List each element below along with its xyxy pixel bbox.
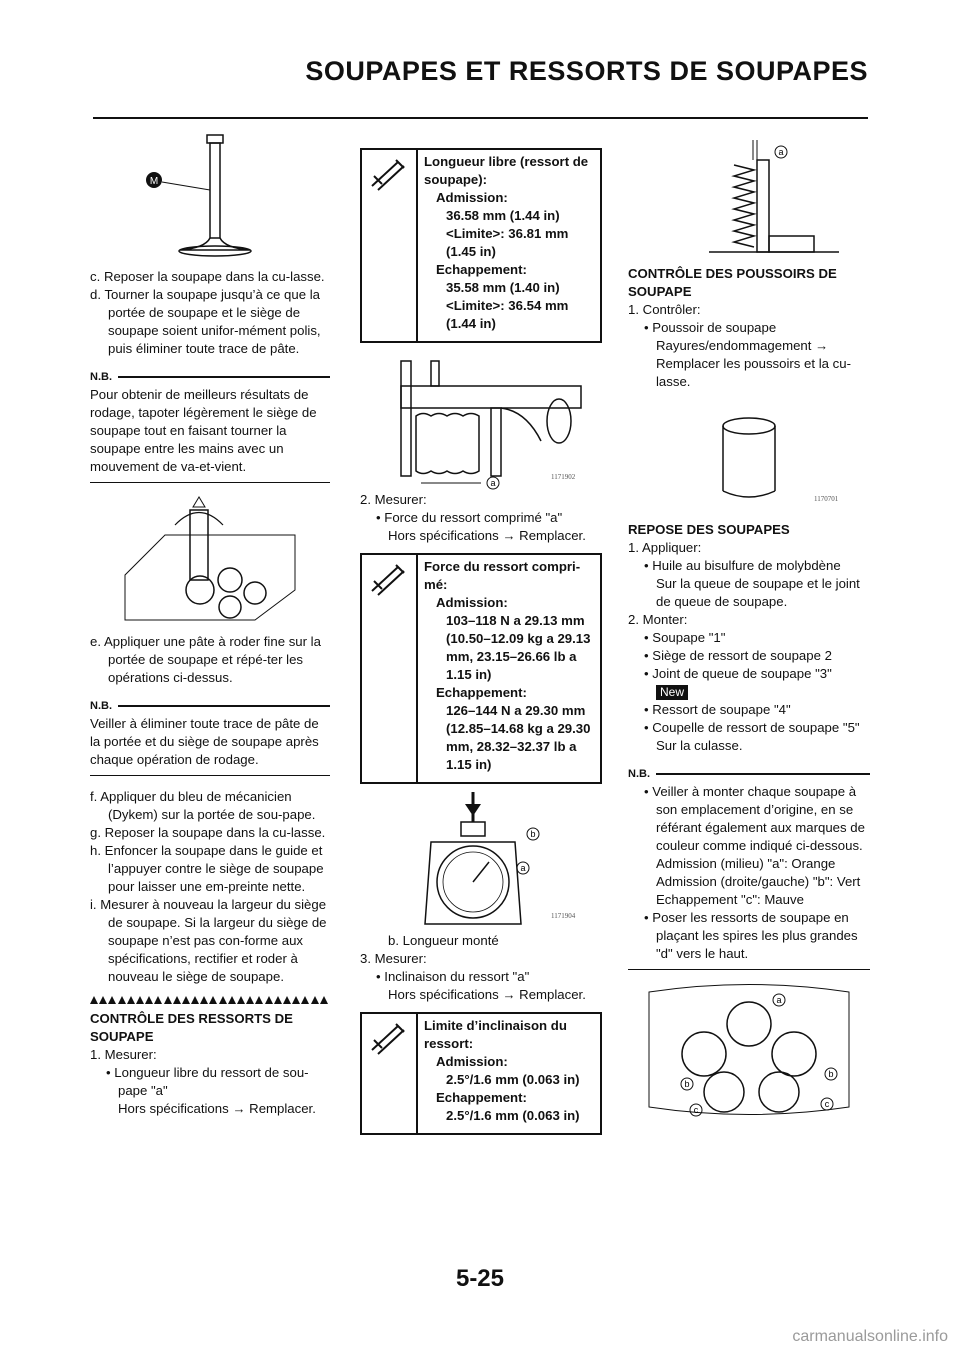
svg-text:1171902: 1171902	[551, 473, 576, 481]
column-3	[628, 130, 870, 1117]
list-item: • Coupelle de ressort de soupape "5"	[644, 720, 860, 735]
triangle-mark	[228, 996, 236, 1004]
spec-line: <Limite>: 36.81 mm (1.45 in)	[446, 226, 569, 259]
svg-text:a: a	[776, 995, 782, 1005]
triangle-mark	[118, 996, 126, 1004]
heading-valve-install: REPOSE DES SOUPAPES	[628, 522, 790, 537]
new-badge: New	[656, 685, 688, 700]
valve-lifter-figure	[639, 391, 859, 521]
measure-action: Hors spécifications → Remplacer.	[118, 1101, 316, 1116]
svg-text:c: c	[693, 1105, 699, 1115]
step-3-bullet: • Inclinaison du ressort "a"	[376, 969, 530, 984]
procedure-step: g. Reposer la soupape dans la cu-lasse.	[90, 825, 326, 840]
valve-seat-lapping-figure	[105, 495, 315, 625]
list-item: • Siège de ressort de soupape 2	[644, 648, 832, 663]
triangle-mark	[173, 996, 181, 1004]
svg-text:M: M	[149, 176, 159, 187]
spec-line: Echappement:	[436, 1090, 527, 1105]
triangle-mark	[154, 996, 162, 1004]
note-2-text: Veiller à éliminer toute trace de pâte de la portée et du siège de soupape après chaque opération de rodage.	[90, 716, 319, 767]
spring-tilt-figure	[649, 130, 849, 265]
spec-line: Admission:	[436, 1054, 508, 1069]
spec-line: Echappement:	[436, 262, 527, 277]
note-1-text: Pour obtenir de meilleurs résultats de rodage, tapoter légèrement le siège de soupape tout en faisant tourner la soupape entre les mains avec un mouvement de va-et-vient.	[90, 387, 317, 474]
triangle-mark	[219, 996, 227, 1004]
triangle-mark	[237, 996, 245, 1004]
spec-line: 103–118 N a 29.13 mm (10.50–12.09 kg a 29.13 mm, 23.15–26.66 lb a 1.15 in)	[446, 613, 591, 682]
spec-line: Admission:	[436, 190, 508, 205]
valve-lapping-figure	[110, 130, 310, 260]
svg-text:a: a	[778, 147, 784, 157]
procedure-step: i. Mesurer à nouveau la largeur du siège de soupape. Si la largeur du siège de soupape n’est pas con-forme aux spécifications, rectifier et roder à nouveau le siège de soupape.	[90, 897, 327, 984]
spec-title: Limite d’inclinaison du ressort:	[424, 1018, 567, 1051]
spec-tilt-limit	[360, 1012, 602, 1135]
spec-line: 36.58 mm (1.44 in)	[446, 208, 560, 223]
triangle-mark	[136, 996, 144, 1004]
step-3: 3. Mesurer:	[360, 951, 427, 966]
triangle-mark	[320, 996, 328, 1004]
svg-text:b: b	[828, 1069, 834, 1079]
step-2: 2. Mesurer:	[360, 492, 427, 507]
page-number: 5-25	[455, 1265, 505, 1292]
svg-text:c: c	[824, 1099, 830, 1109]
svg-text:b: b	[684, 1079, 690, 1089]
procedure-step: d. Tourner la soupape jusqu’à ce que la portée de soupape et le siège de soupape soient unifor-mément polis, puis éliminer toute trace de pâte.	[90, 287, 321, 356]
triangle-mark	[292, 996, 300, 1004]
triangle-mark	[145, 996, 153, 1004]
triangle-mark	[182, 996, 190, 1004]
procedure-step: c. Reposer la soupape dans la cu-lasse.	[90, 269, 325, 284]
svg-text:b: b	[530, 829, 536, 839]
apply-bullet: • Huile au bisulfure de molybdène	[644, 558, 841, 573]
triangle-mark	[164, 996, 172, 1004]
triangle-mark	[108, 996, 116, 1004]
procedure-step: e. Appliquer une pâte à roder fine sur la portée de soupape et répé-ter les opérations ci-dessus.	[90, 634, 321, 685]
spec-free-length	[360, 148, 602, 343]
spec-compressed-force	[360, 553, 602, 784]
svg-text:1170701: 1170701	[814, 495, 839, 503]
section-separator	[90, 996, 330, 1004]
spec-line: 126–144 N a 29.30 mm (12.85–14.68 kg a 29.30 mm, 28.32–32.37 lb a 1.15 in)	[446, 703, 591, 772]
triangle-mark	[127, 996, 135, 1004]
mount-step: 2. Monter:	[628, 612, 688, 627]
triangle-mark	[209, 996, 217, 1004]
note-1: N.B. Pour obtenir de meilleurs résultats de rodage, tapoter légèrement le siège de soupape tout en faisant tourner la soupape entre les mains avec un mouvement de va-et-vient.	[90, 368, 330, 483]
triangle-mark	[283, 996, 291, 1004]
triangle-mark	[311, 996, 319, 1004]
triangle-mark	[301, 996, 309, 1004]
measure-step: 1. Mesurer:	[90, 1047, 157, 1062]
step-2-bullet: • Force du ressort comprimé "a"	[376, 510, 563, 525]
spec-line: 35.58 mm (1.40 in)	[446, 280, 560, 295]
spec-title: Force du ressort compri-mé:	[424, 559, 581, 592]
apply-step: 1. Appliquer:	[628, 540, 702, 555]
svg-text:a: a	[520, 863, 526, 873]
check-bullet: • Poussoir de soupape	[644, 320, 777, 335]
spec-line: <Limite>: 36.54 mm (1.44 in)	[446, 298, 569, 331]
caliper-icon	[368, 561, 408, 601]
column-2	[360, 140, 602, 1143]
triangle-mark	[200, 996, 208, 1004]
spec-line: Admission:	[436, 595, 508, 610]
list-item: • Veiller à monter chaque soupape à son emplacement d’origine, en se référant également aux marques de couleur comme indiqué ci-dessous. Admission (milieu) "a": Orange Admission (droite/gauche) "b": Vert Echappement "c": Mauve	[644, 784, 865, 907]
list-item: • Ressort de soupape "4"	[644, 702, 791, 717]
triangle-mark	[255, 996, 263, 1004]
section-heading: CONTRÔLE DES RESSORTS DE SOUPAPE	[90, 1011, 293, 1044]
spring-scale-figure	[361, 792, 601, 932]
triangle-mark	[191, 996, 199, 1004]
triangle-mark	[90, 996, 98, 1004]
svg-text:a: a	[490, 478, 496, 488]
note-2: N.B. Veiller à éliminer toute trace de pâte de la portée et du siège de soupape après chaque opération de rodage.	[90, 697, 330, 776]
list-item: • Soupape "1"	[644, 630, 726, 645]
check-step: 1. Contrôler:	[628, 302, 701, 317]
heading-tappet-check: CONTRÔLE DES POUSSOIRS DE SOUPAPE	[628, 266, 837, 299]
measure-bullet: • Longueur libre du ressort de sou-pape "a"	[106, 1065, 309, 1098]
list-item: • Poser les ressorts de soupape en plaçant les spires les plus grandes "d" vers le haut.	[644, 910, 858, 961]
triangle-mark	[274, 996, 282, 1004]
step-3-action: Hors spécifications → Remplacer.	[388, 987, 586, 1002]
list-item: • Joint de queue de soupape "3"	[644, 666, 832, 681]
note-3: N.B. • Veiller à monter chaque soupape à son emplacement d’origine, en se référant également aux marques de couleur comme indiqué ci-dessous. Admission (milieu) "a": Orange Admission (droite/gauche) "b": Vert Echappement "c": Mauve • Poser les ressorts de soupape en plaçant les spires les plus grandes "d" vers le haut.	[628, 765, 870, 970]
caliper-icon	[368, 156, 408, 196]
page-title: SOUPAPES ET RESSORTS DE SOUPAPES	[305, 56, 868, 86]
watermark: carmanualsonline.info	[792, 1328, 948, 1345]
sub-b: b. Longueur monté	[388, 933, 499, 948]
step-2-action: Hors spécifications → Remplacer.	[388, 528, 586, 543]
triangle-mark	[265, 996, 273, 1004]
svg-text:1171904: 1171904	[551, 912, 576, 920]
check-detail: Rayures/endommagement → Remplacer les poussoirs et la cu-lasse.	[656, 338, 851, 389]
cylinder-head-figure	[639, 982, 859, 1117]
spec-line: 2.5°/1.6 mm (0.063 in)	[446, 1108, 580, 1123]
triangle-mark	[246, 996, 254, 1004]
spec-line: Echappement:	[436, 685, 527, 700]
column-1	[90, 130, 330, 1118]
procedure-step: f. Appliquer du bleu de mécanicien (Dykem) sur la portée de sou-pape.	[90, 789, 316, 822]
caliper-icon	[368, 1020, 408, 1060]
header-rule	[93, 117, 868, 119]
spec-line: 2.5°/1.6 mm (0.063 in)	[446, 1072, 580, 1087]
mount-detail: Sur la culasse.	[656, 738, 743, 753]
apply-detail: Sur la queue de soupape et le joint de queue de soupape.	[656, 576, 860, 609]
spec-title: Longueur libre (ressort de soupape):	[424, 154, 589, 187]
spring-caliper-figure	[361, 351, 601, 491]
triangle-mark	[99, 996, 107, 1004]
procedure-step: h. Enfoncer la soupape dans le guide et l’appuyer contre le siège de soupape pour laisser une em-preinte nette.	[90, 843, 324, 894]
